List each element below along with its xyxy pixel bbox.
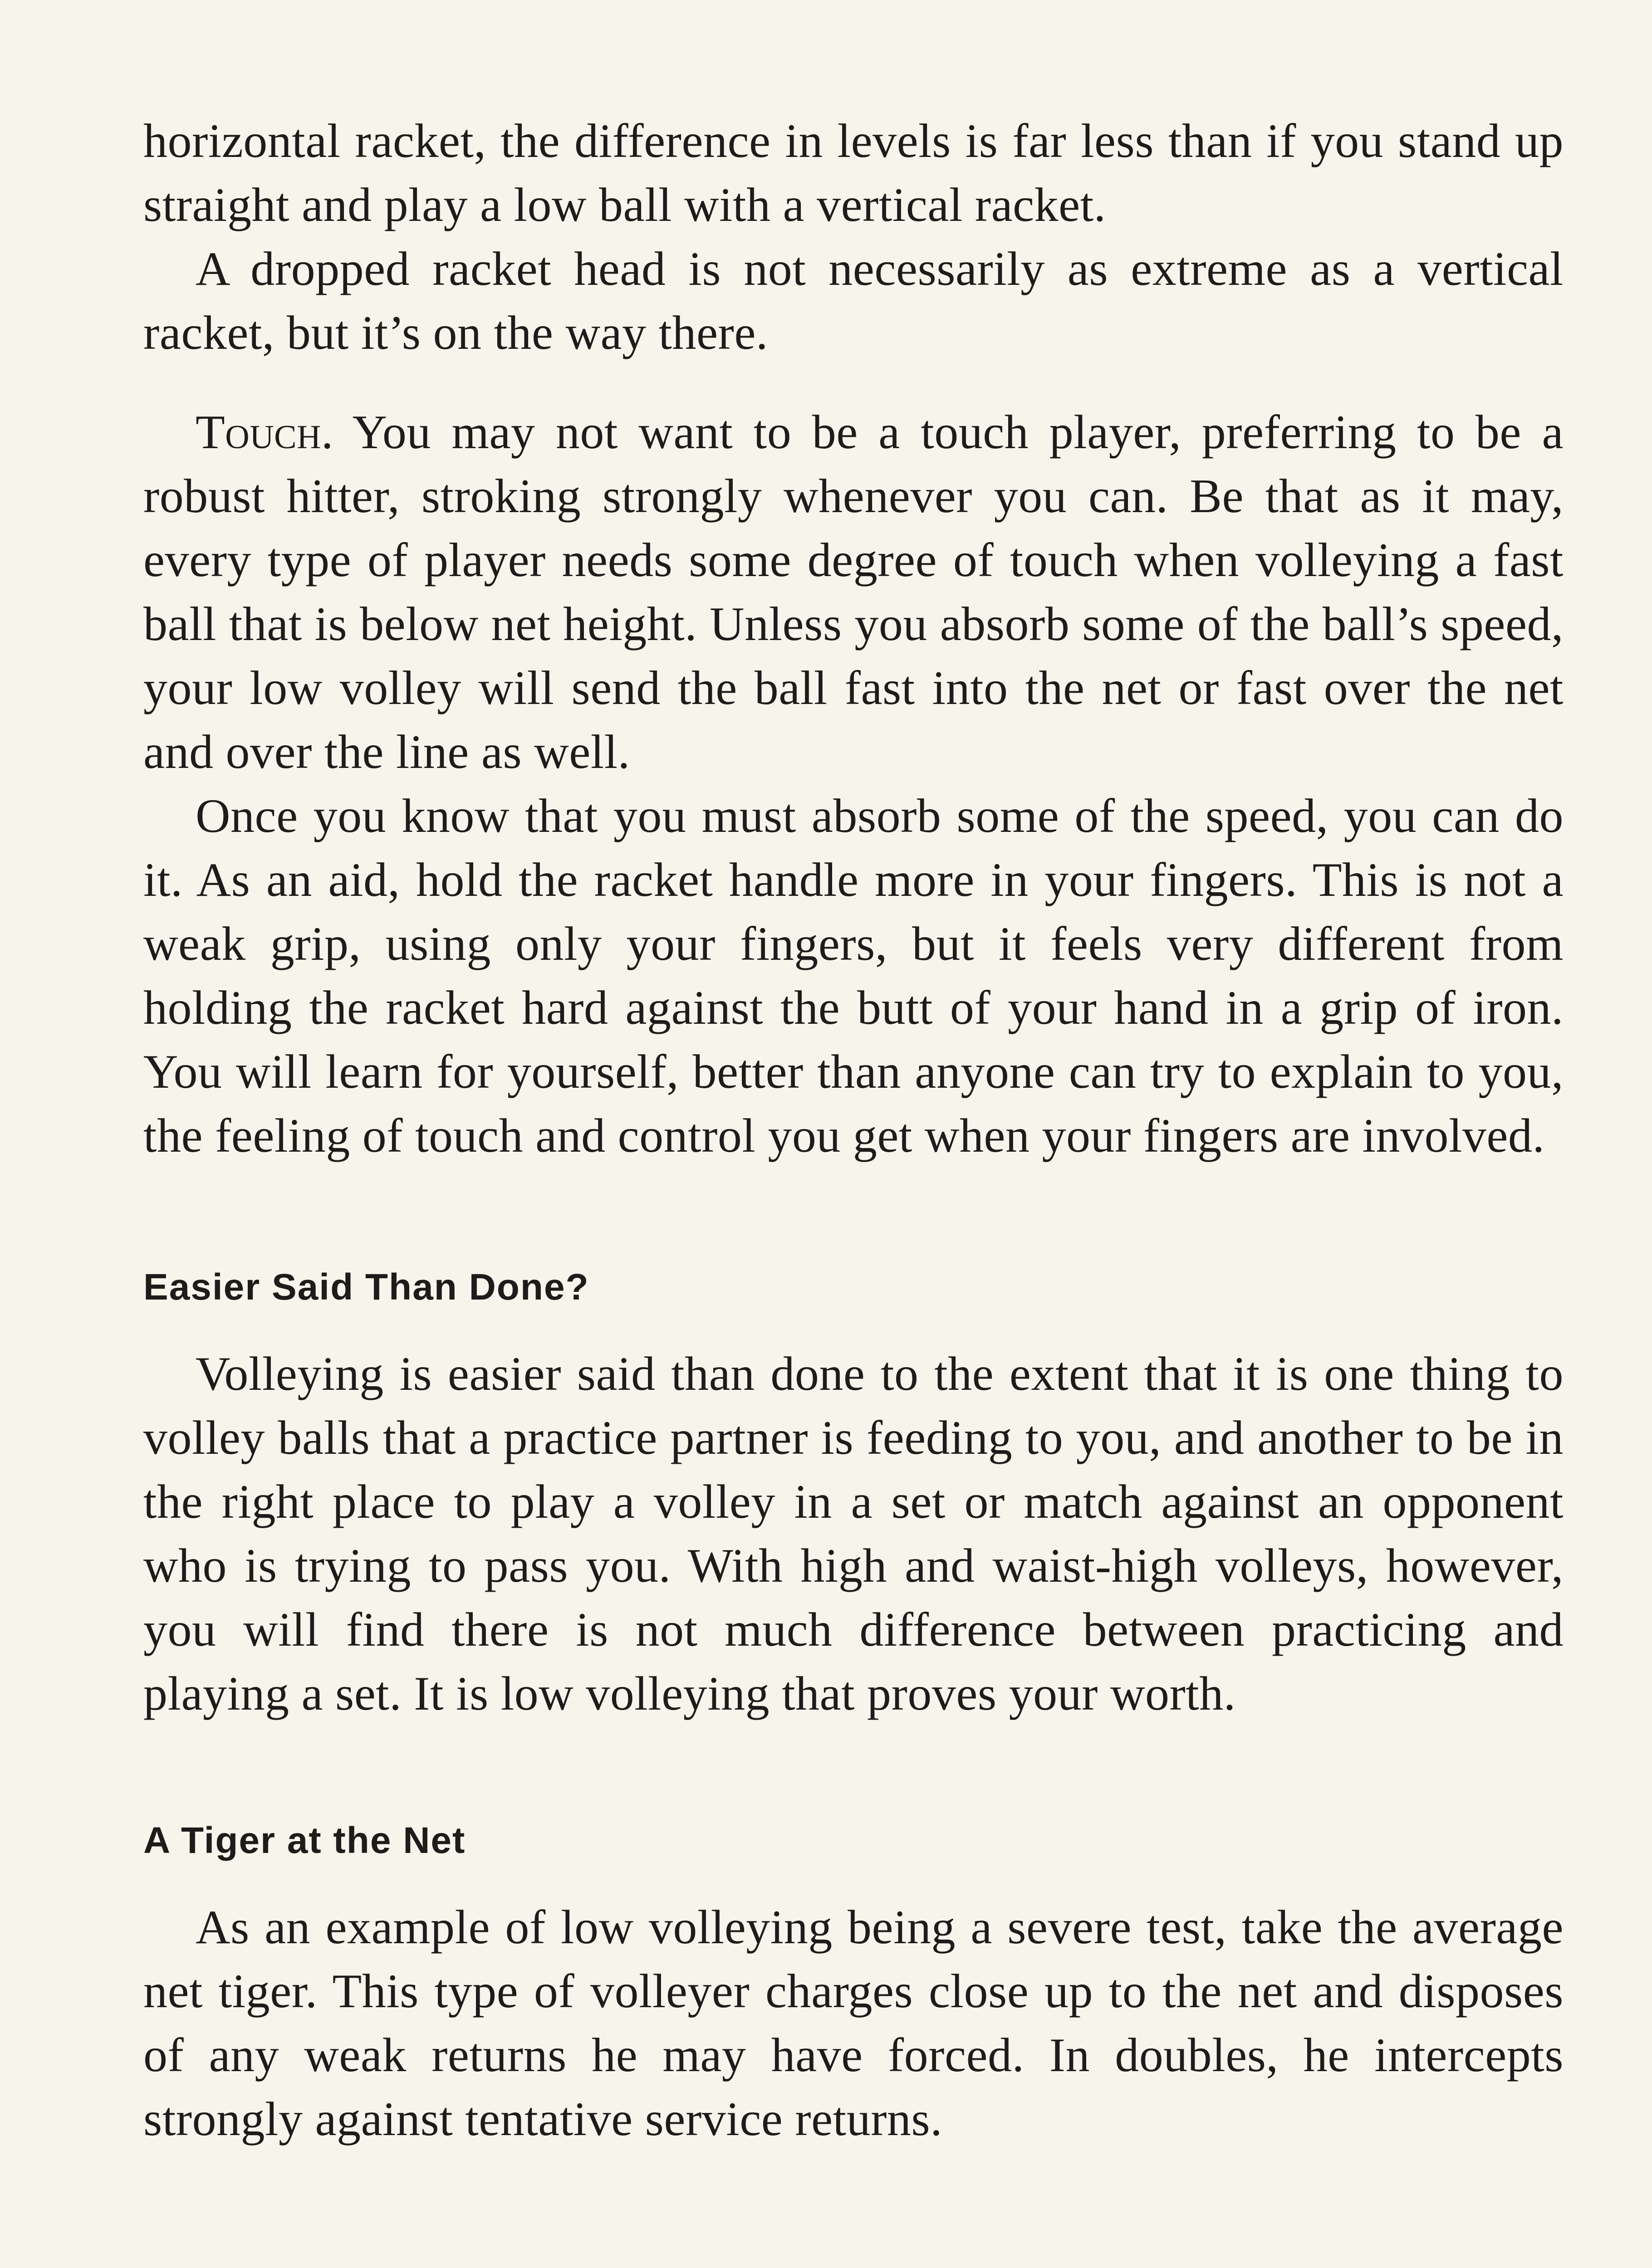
paragraph-tiger-at-net: As an example of low volleying being a severe test, take the average net tiger. This type of volleyer charges close up to the net and disposes of any weak returns he may have forced. In doubles, he intercepts strongly against tentative service returns. [143,1901,1564,2146]
section-heading-easier-said: Easier Said Than Done? [143,1266,589,1308]
paragraph-absorb-speed: Once you know that you must absorb some of the speed, you can do it. As an aid, hold the racket handle more in your fingers. This is not a weak grip, using only your fingers, but it feels very different from holding the racket hard against the butt of your hand in a grip of iron. You will learn for yourself, better than anyone can try to explain to you, the feeling of touch and control you get when your fingers are involved. [143,789,1564,1162]
paragraph-touch [143,400,1564,784]
touch-lead-in: Touch. [196,406,333,459]
paragraph-easier-said: Volleying is easier said than done to the extent that it is one thing to volley balls that a practice partner is feeding to you, and another to be in the right place to play a volley in a set or match against an opponent who is trying to pass you. With high and waist-high volleys, however, you will find there is not much difference between practicing and playing a set. It is low volleying that proves your worth. [143,1347,1564,1720]
touch-text: You may not want to be a touch player, preferring to be a robust hitter, stroking strongly whenever you can. Be that as it may, every type of player needs some degree of touch when volleying a fast ball that is below net height. Unless you absorb some of the ball’s speed, your low volley will send the ball fast into the net or fast over the net and over the line as well. [143,406,1564,778]
page-body [143,109,1564,2268]
section-heading-tiger-at-net: A Tiger at the Net [143,1820,466,1861]
paragraph-dropped-racket: A dropped racket head is not necessarily as extreme as a vertical racket, but it’s on the way there. [143,242,1564,359]
paragraph-continued: horizontal racket, the difference in levels is far less than if you stand up straight and play a low ball with a vertical racket. [143,114,1564,231]
